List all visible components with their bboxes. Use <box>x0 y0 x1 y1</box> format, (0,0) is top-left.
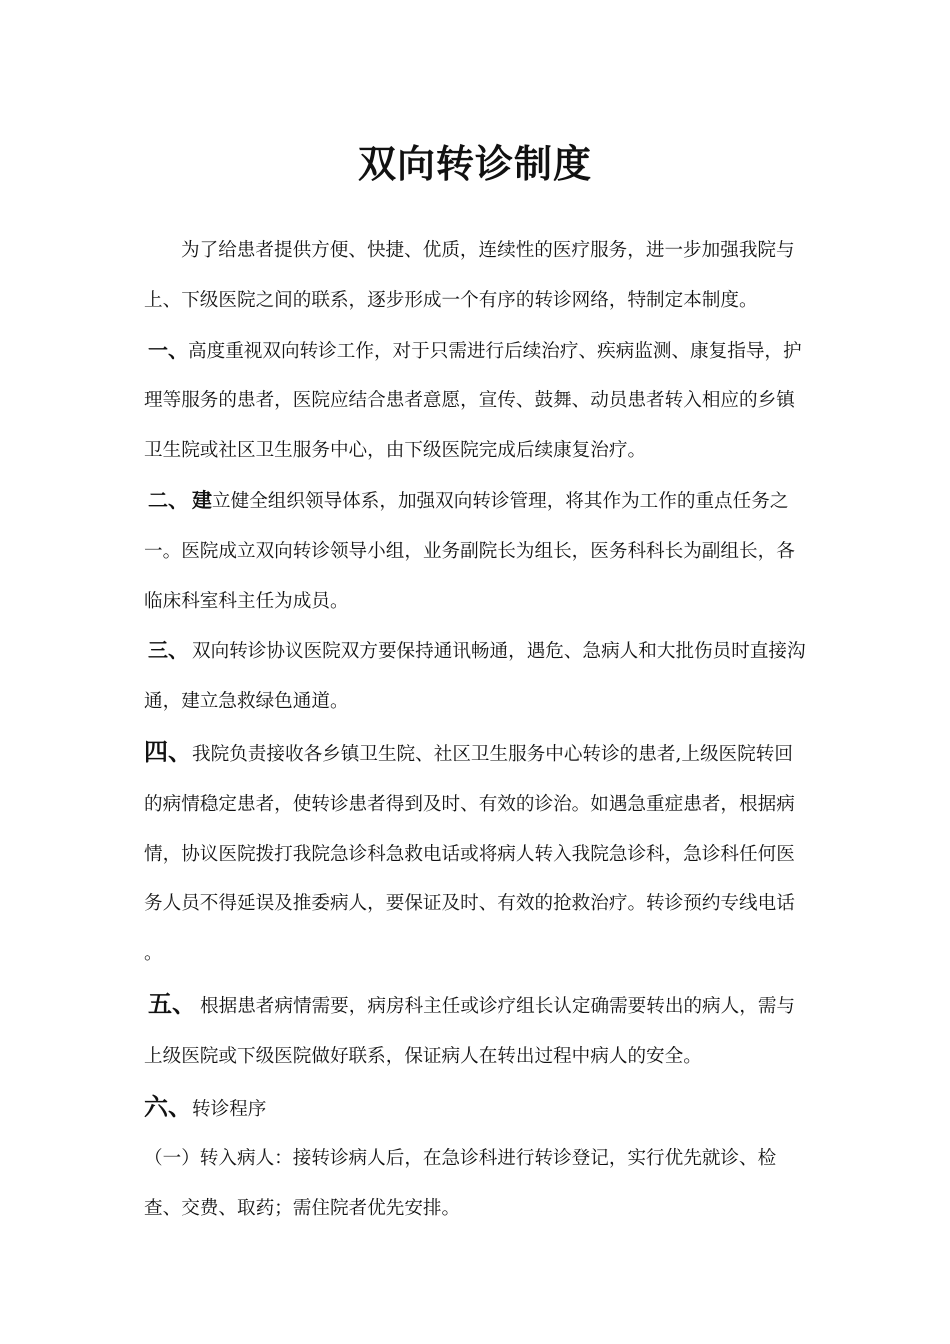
section-4 <box>144 727 806 979</box>
section-number: 四、 <box>144 736 192 766</box>
section-number: 三、 <box>148 638 188 663</box>
section-number: 五、 <box>148 988 196 1018</box>
section-text: 双向转诊协议医院双方要保持通讯畅通，遇危、急病人和大批伤员时直接沟通，建立急救绿色通道。 <box>144 641 806 713</box>
section-number: 二、 <box>148 487 188 512</box>
section-text: 转诊程序 <box>192 1098 267 1120</box>
subsection-1: （一）转入病人：接转诊病人后，在急诊科进行转诊登记，实行优先就诊、检查、交费、取药；需住院者优先安排。 <box>144 1148 777 1220</box>
page-title: 双向转诊制度 <box>357 141 592 186</box>
section-text: 根据患者病情需要，病房科主任或诊疗组长认定确需要转出的病人，需与上级医院或下级医院做好联系，保证病人在转出过程中病人的安全。 <box>144 995 796 1067</box>
section-1 <box>144 326 806 476</box>
section-text: 我院负责接收各乡镇卫生院、社区卫生服务中心转诊的患者,上级医院转回的病情稳定患者，使转诊患者得到及时、有效的诊治。如遇急重症患者，根据病情，协议医院拨打我院急诊科急救电话或将病人转入我院急诊科，急诊科任何医务人员不得延误及推委病人，要保证及时、有效的抢救治疗。转诊预约专线电话 。 <box>144 743 795 965</box>
section-text: 立健全组织领导体系，加强双向转诊管理，将其作为工作的重点任务之一。医院成立双向转诊领导小组，业务副院长为组长，医务科科长为副组长，各临床科室科主任为成员。 <box>144 490 795 612</box>
section-6 <box>144 1082 806 1135</box>
section-5 <box>144 979 806 1082</box>
section-number: 一、 <box>148 337 188 362</box>
section-number: 六、 <box>144 1091 192 1121</box>
section-text: 高度重视双向转诊工作，对于只需进行后续治疗、疾病监测、康复指导，护理等服务的患者，医院应结合患者意愿，宣传、鼓舞、动员患者转入相应的乡镇卫生院或社区卫生服务中心，由下级医院完成后续康复治疗。 <box>144 340 802 462</box>
intro-paragraph: 为了给患者提供方便、快捷、优质，连续性的医疗服务，进一步加强我院与上、下级医院之间的联系，逐步形成一个有序的转诊网络，特制定本制度。 <box>144 240 795 311</box>
section-2 <box>144 476 806 626</box>
section-3 <box>144 626 806 727</box>
document-body <box>144 226 806 1234</box>
section-lead-char: 建 <box>192 487 212 512</box>
